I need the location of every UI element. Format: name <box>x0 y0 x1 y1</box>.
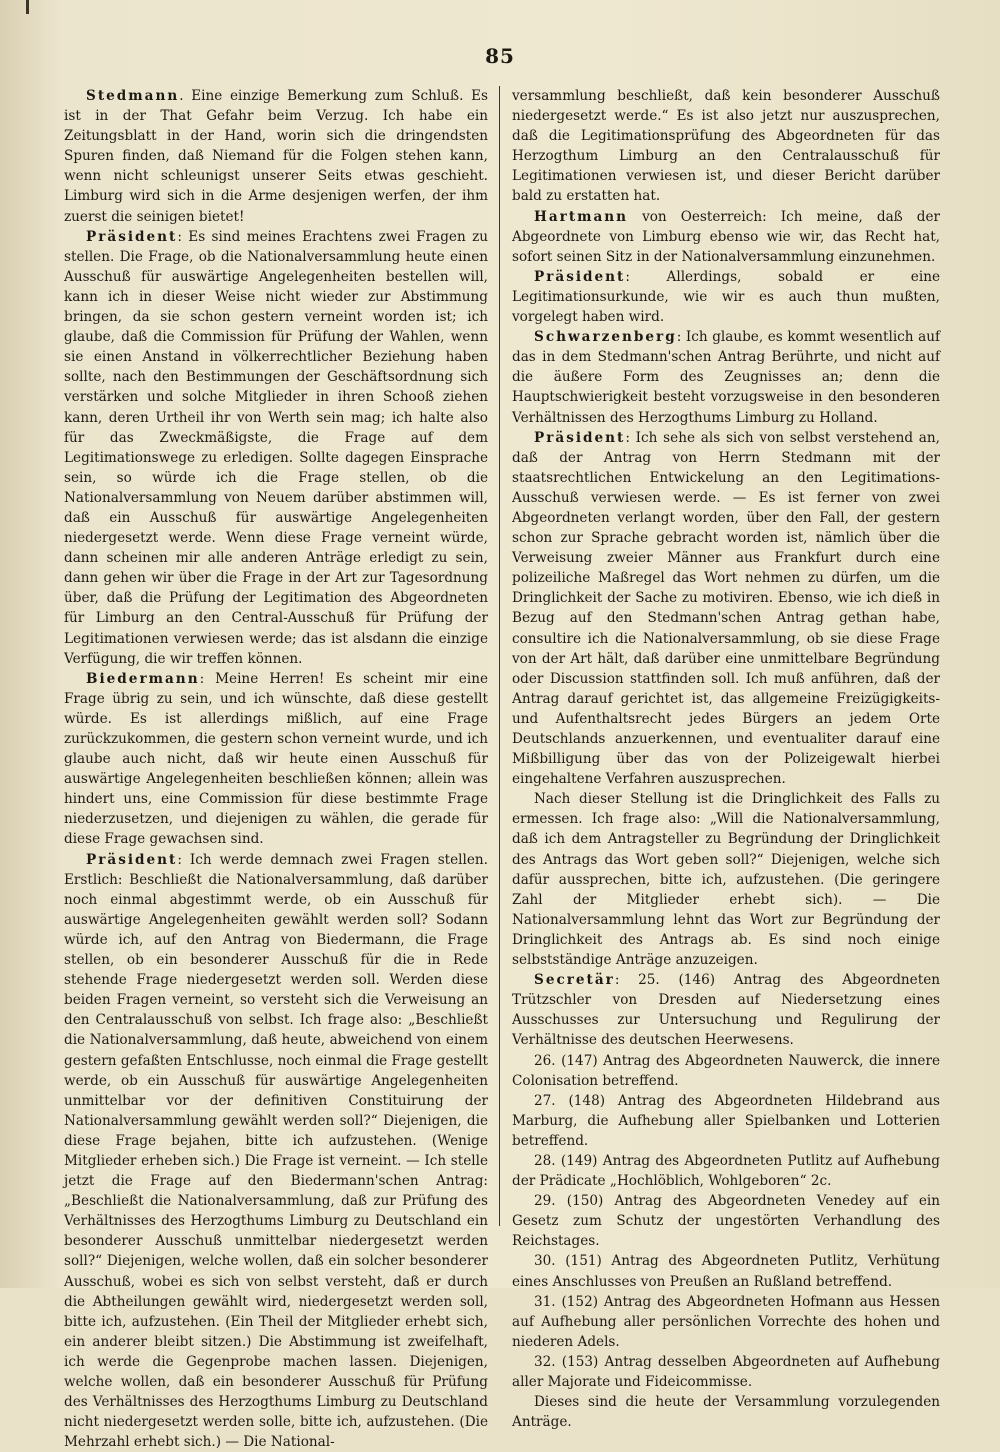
paragraph <box>512 789 940 970</box>
speaker-name: Schwarzenberg <box>534 329 677 346</box>
speaker-name: Präsident <box>86 851 178 868</box>
paragraph-text: Dieses sind die heute der Versammlung vorzulegenden Anträge. <box>512 1394 940 1431</box>
column-divider <box>499 86 500 1226</box>
paragraph <box>512 207 940 267</box>
paragraph-text: : Ich sehe als sich von selbst verstehend an, daß der Antrag von Herrn Stedmann mit der staatsrechtlichen Entwickelung an den Legitimations-Ausschuß verwiesen werde. — Es ist ferner von zwei Abgeordneten verlangt worden, über den Fall, der gestern schon zur Sprache gebracht worden ist, nämlich über die Verweisung zweier Männer aus Frankfurt durch eine polizeiliche Maßregel das Wort nehmen zu dürfen, um die Dringlichkeit der Sache zu motiviren. Ebenso, wie ich dieß in Bezug auf den Stedmann'schen Antrag gethan habe, consultire ich die Nationalversammlung, ob sie diese Frage von der Art hält, daß darüber eine unmittelbare Begründung oder Discussion stattfinden soll. Ich muß anführen, daß der Antrag darauf gerichtet ist, das allgemeine Freizügigkeits- und Aufenthaltsrecht jedes Bürgers an jedem Orte Deutschlands anzuerkennen, und eventualiter darauf eine Mißbilligung über das von der Polizeigewalt hierbei eingehaltene Verfahren auszusprechen. <box>512 429 940 788</box>
paragraph <box>512 1292 940 1352</box>
margin-mark <box>26 0 29 14</box>
paragraph <box>512 327 940 427</box>
paragraph <box>512 1051 940 1091</box>
paragraph <box>512 1392 940 1432</box>
paragraph <box>512 1151 940 1191</box>
paragraph-text: : Ich glaube, es kommt wesentlich auf das in dem Stedmann'schen Antrag Berührte, und nicht auf die äußere Form des Zeugnisses an; denn die Hauptschwierigkeit besteht vorzugsweise in den besonderen Verhältnissen des Herzogthums Limburg zu Holland. <box>512 329 940 426</box>
paragraph <box>512 970 940 1050</box>
paragraph <box>64 86 488 227</box>
left-column <box>64 86 488 1452</box>
paragraph-text: 31. (152) Antrag des Abgeordneten Hofmann aus Hessen auf Aufhebung aller persönlichen Vorrechte des hohen und niederen Adels. <box>512 1293 940 1350</box>
paragraph <box>512 1091 940 1151</box>
paragraph-text: 26. (147) Antrag des Abgeordneten Nauwerck, die innere Colonisation betreffend. <box>512 1052 940 1089</box>
paragraph-text: . Eine einzige Bemerkung zum Schluß. Es ist in der That Gefahr beim Verzug. Ich habe ein Zeitungsblatt in der Hand, worin sich die dringendsten Spuren finden, daß Niemand für die Folgen stehen kann, wenn nicht schleunigst unserer Seits etwas geschieht. Limburg wird sich in die Arme desjenigen werfen, der ihm zuerst die seinigen bietet! <box>64 88 488 225</box>
paragraph-text: 32. (153) Antrag desselben Abgeordneten auf Aufhebung aller Majorate und Fideicommisse. <box>512 1353 940 1390</box>
paragraph <box>512 1352 940 1392</box>
speaker-name: Secretär <box>534 972 615 989</box>
paragraph-text: 30. (151) Antrag des Abgeordneten Putlitz, Verhütung eines Anschlusses von Preußen an Rußland betreffend. <box>512 1253 940 1290</box>
speaker-name: Präsident <box>86 228 178 245</box>
right-column <box>512 86 940 1432</box>
paragraph <box>512 1191 940 1251</box>
speaker-name: Präsident <box>534 268 626 285</box>
speaker-name: Hartmann <box>534 208 629 225</box>
paragraph <box>512 428 940 790</box>
paragraph-text: 29. (150) Antrag des Abgeordneten Venedey auf ein Gesetz zum Schutz der ungestörten Verhandlung des Reichstages. <box>512 1193 940 1250</box>
speaker-name: Stedmann <box>86 88 180 104</box>
paragraph-text: : Ich werde demnach zwei Fragen stellen. Erstlich: Beschließt die Nationalversammlung, daß darüber noch einmal abgestimmt werde, ob ein Ausschuß für auswärtige Angelegenheiten gewählt werden soll? Sodann würde ich, auf den Antrag von Biedermann, die Frage stellen, ob ein besonderer Ausschuß für die in Rede stehende Frage niedergesetzt werden soll. Werden diese beiden Fragen verneint, so versteht sich die Verweisung an den Centralausschuß von selbst. Ich frage also: „Beschließt die Nationalversammlung, daß heute, abweichend von einem gestern gefaßten Entschlusse, noch einmal die Frage gestellt werde, ob ein Ausschuß für auswärtige Angelegenheiten unmittelbar vor der definitiven Constituirung der Nationalversammlung gewählt werden soll?“ Diejenigen, die diese Frage bejahen, bitte ich aufzustehen. (Wenige Mitglieder erheben sich.) Die Frage ist verneint. — Ich stelle jetzt die Frage auf den Biedermann'schen Antrag: „Beschließt die Nationalversammlung, daß zur Prüfung des Verhältnisses des Herzogthums Limburg zu Deutschland ein besonderer Ausschuß unmittelbar niedergesetzt werden soll?“ Diejenigen, welche wollen, daß ein solcher besonderer Ausschuß, wobei es sich von selbst versteht, daß er durch die Abtheilungen gewählt wird, niedergesetzt werden soll, bitte ich, aufzustehen. (Ein Theil der Mitglieder erhebt sich, ein anderer bleibt sitzen.) Die Abstimmung ist zweifelhaft, ich werde die Gegenprobe machen lassen. Diejenigen, welche wollen, daß ein besonderer Ausschuß für Prüfung des Verhältnisses des Herzogthums Limburg zu Deutschland nicht niedergesetzt werden solle, bitte ich, aufzustehen. (Die Mehrzahl erhebt sich.) — Die National- <box>64 851 488 1451</box>
paragraph-text: : 25. (146) Antrag des Abgeordneten Trützschler von Dresden auf Niedersetzung eines Ausschusses zur Untersuchung und Regulirung der Verhältnisse des deutschen Heerwesens. <box>512 972 940 1049</box>
paragraph-text: 27. (148) Antrag des Abgeordneten Hildebrand aus Marburg, die Aufhebung aller Spielbanken und Lotterien betreffend. <box>512 1092 940 1149</box>
paragraph <box>64 669 488 850</box>
paragraph-text: : Allerdings, sobald er eine Legitimationsurkunde, wie wir es auch thun mußten, vorgelegt haben wird. <box>512 268 940 326</box>
paragraph <box>512 1251 940 1291</box>
paragraph-text: : Es sind meines Erachtens zwei Fragen zu stellen. Die Frage, ob die Nationalversammlung heute einen Ausschuß für auswärtige Angelegenheiten bestellen will, kann ich in dieser Weise nicht wieder zur Abstimmung bringen, da sie schon gestern verneint worden ist; ich glaube, daß die Commission für Prüfung der Wahlen, wenn sie einen Anstand in völkerrechtlicher Beziehung haben sollte, nach den Bestimmungen der Geschäftsordnung sich verstärken und solche Mitglieder in ihren Schooß ziehen kann, deren Urtheil ihr von Werth sein mag; ich halte also für das Zweckmäßigste, die Frage auf dem Legitimationswege zu erledigen. Sollte dagegen Einsprache sein, so würde ich die Frage stellen, ob die Nationalversammlung von Neuem darüber abstimmen will, daß ein Ausschuß für auswärtige Angelegenheiten niedergesetzt werde. Wenn diese Frage verneint würde, dann scheinen mir alle anderen Anträge erledigt zu sein, dann gehen wir über die Frage in der Art zur Tagesordnung über, daß die Prüfung der Legitimation des Abgeordneten für Limburg an den Central-Ausschuß für Prüfung der Legitimationen verwiesen werde; das ist alsdann die einzige Verfügung, die wir treffen können. <box>64 228 488 667</box>
paragraph-text: Nach dieser Stellung ist die Dringlichkeit des Falls zu ermessen. Ich frage also: „Will die Nationalversammlung, daß ich dem Antragsteller zu Begründung der Dringlichkeit des Antrags das Wort geben soll?“ Diejenigen, welche sich dafür aussprechen, bitte ich, aufzustehen. (Die geringere Zahl der Mitglieder erhebt sich). — Die Nationalversammlung lehnt das Wort zur Begründung der Dringlichkeit des Antrags ab. Es sind noch einige selbstständige Anträge anzuzeigen. <box>512 791 940 969</box>
speaker-name: Biedermann <box>86 670 200 687</box>
page-number: 85 <box>485 44 515 68</box>
paragraph <box>512 86 940 207</box>
paragraph-text: : Meine Herren! Es scheint mir eine Frage übrig zu sein, und ich wünschte, daß diese gestellt würde. Es ist allerdings mißlich, auf eine Frage zurückzukommen, die gestern schon verneint wurde, und ich glaube auch nicht, daß wir heute einen Ausschuß für auswärtige Angelegenheiten beschließen können; allein was hindert uns, eine Commission für diese bestimmte Frage niederzusetzen, und diejenigen zu wählen, die gerade für diese Frage gewachsen sind. <box>64 670 488 848</box>
paragraph-text: versammlung beschließt, daß kein besonderer Ausschuß niedergesetzt werde.“ Es ist also jetzt nur auszusprechen, daß die Legitimationsprüfung des Abgeordneten für das Herzogthum Limburg an den Centralausschuß für Legitimationen verwiesen ist, und dieser Bericht darüber bald zu erstatten hat. <box>512 88 940 205</box>
paragraph-text: von Oesterreich: Ich meine, daß der Abgeordnete von Limburg ebenso wie wir, das Recht hat, sofort seinen Sitz in der Nationalversammlung einzunehmen. <box>512 208 940 265</box>
paragraph-text: 28. (149) Antrag des Abgeordneten Putlitz auf Aufhebung der Prädicate „Hochlöblich, Wohlgeboren“ 2c. <box>512 1152 940 1190</box>
speaker-name: Präsident <box>534 429 626 446</box>
paragraph <box>512 267 940 327</box>
paragraph <box>64 227 488 669</box>
paragraph <box>64 850 488 1452</box>
